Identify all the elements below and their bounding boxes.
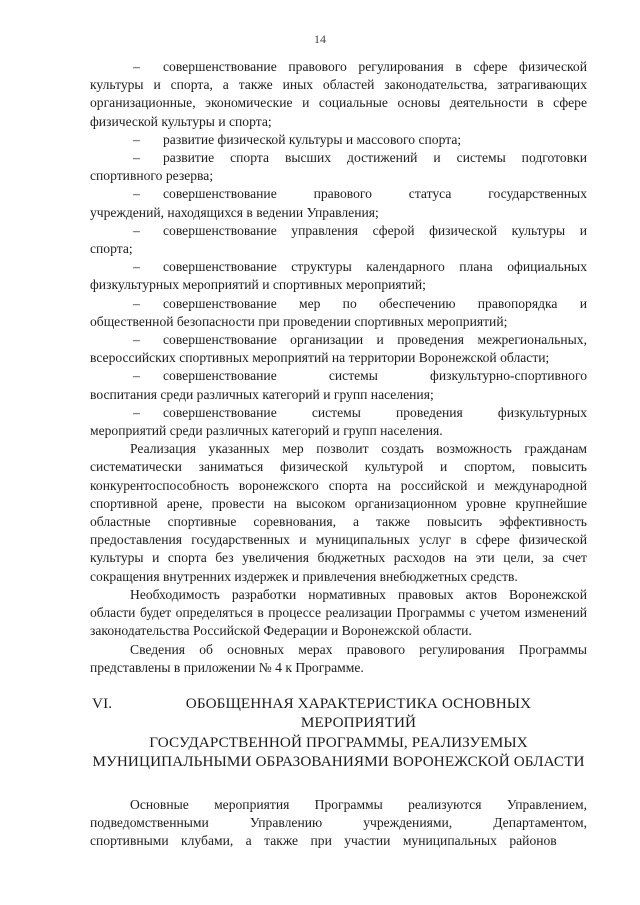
page-number: 14 xyxy=(314,32,326,46)
list-item: – совершенствование мер по обеспечению правопорядка и xyxy=(133,295,587,311)
list-item: – совершенствование управления сферой физической культуры и xyxy=(133,222,587,238)
list-item-continuation: культуры и спорта, а также иных областей законодательства, затрагивающих организационные, экономические и социальные основы деятельности в сфере физической культуры и спорта; xyxy=(90,77,587,129)
body-paragraph: Необходимость разработки нормативных правовых актов Воронежской области будет определяться в процессе реализации Программы с учетом изменений законодательства Российской Федерации и Воронежской области. xyxy=(90,586,587,639)
body-paragraph: Сведения об основных мерах правового регулирования Программы представлены в приложении № 4 к Программе. xyxy=(90,641,587,675)
list-item: – совершенствование правового регулирования в сфере физической xyxy=(133,59,587,74)
section-title-line: МУНИЦИПАЛЬНЫМИ ОБРАЗОВАНИЯМИ ВОРОНЕЖСКОЙ ОБЛАСТИ xyxy=(92,753,585,771)
list-item-continuation: спортивного резерва; xyxy=(90,168,214,184)
list-item-continuation: общественной безопасности при проведении спортивных мероприятий; xyxy=(90,313,508,329)
list-item-continuation: всероссийских спортивных мероприятий на территории Воронежской области; xyxy=(90,350,550,366)
list-item-continuation: воспитания среди различных категорий и групп населения; xyxy=(90,386,434,402)
body-paragraph: Основные мероприятия Программы реализуются Управлением, подведомственными Управлению учреждениями, Департаментом, спортивными клубами, а также при участии муниципальных районов xyxy=(90,796,587,849)
list-item: – совершенствование системы проведения физкультурных xyxy=(133,404,587,420)
list-item-continuation: физкультурных мероприятий и спортивных мероприятий; xyxy=(90,277,426,293)
list-item-continuation: мероприятий среди различных категорий и групп населения. xyxy=(90,423,443,439)
list-item: – совершенствование структуры календарного плана официальных xyxy=(133,259,587,275)
section-title-line: ОБОБЩЕННАЯ ХАРАКТЕРИСТИКА ОСНОВНЫХ МЕРОПРИЯТИЙ xyxy=(185,694,532,732)
document-body xyxy=(90,58,587,851)
list-item-continuation: спорта; xyxy=(90,241,133,257)
list-item: – совершенствование системы физкультурно-спортивного xyxy=(133,368,587,384)
section-title-line: ГОСУДАРСТВЕННОЙ ПРОГРАММЫ, РЕАЛИЗУЕМЫХ xyxy=(149,733,528,751)
section-number: VI. xyxy=(92,694,113,712)
list-item: – развитие физической культуры и массового спорта; xyxy=(133,131,462,147)
list-item-continuation: учреждений, находящихся в ведении Управления; xyxy=(90,204,379,220)
section-heading xyxy=(90,694,587,772)
list-item: – совершенствование организации и проведения межрегиональных, xyxy=(133,332,587,348)
list-item: – совершенствование правового статуса государственных xyxy=(133,186,587,202)
body-paragraph: Реализация указанных мер позволит создать возможность гражданам систематически заниматься физической культурой и спортом, повысить конкурентоспособность воронежского спорта на российской и международной спортивной арене, провести на высоком организационном уровне крупнейшие областные спортивные соревнования, а также повысить эффективность предоставления государственных и муниципальных услуг в сфере физической культуры и спорта без увеличения бюджетных расходов на эти цели, за счет сокращения внутренних издержек и привлечения внебюджетных средств. xyxy=(90,441,587,584)
list-item: – развитие спорта высших достижений и системы подготовки xyxy=(133,150,587,166)
